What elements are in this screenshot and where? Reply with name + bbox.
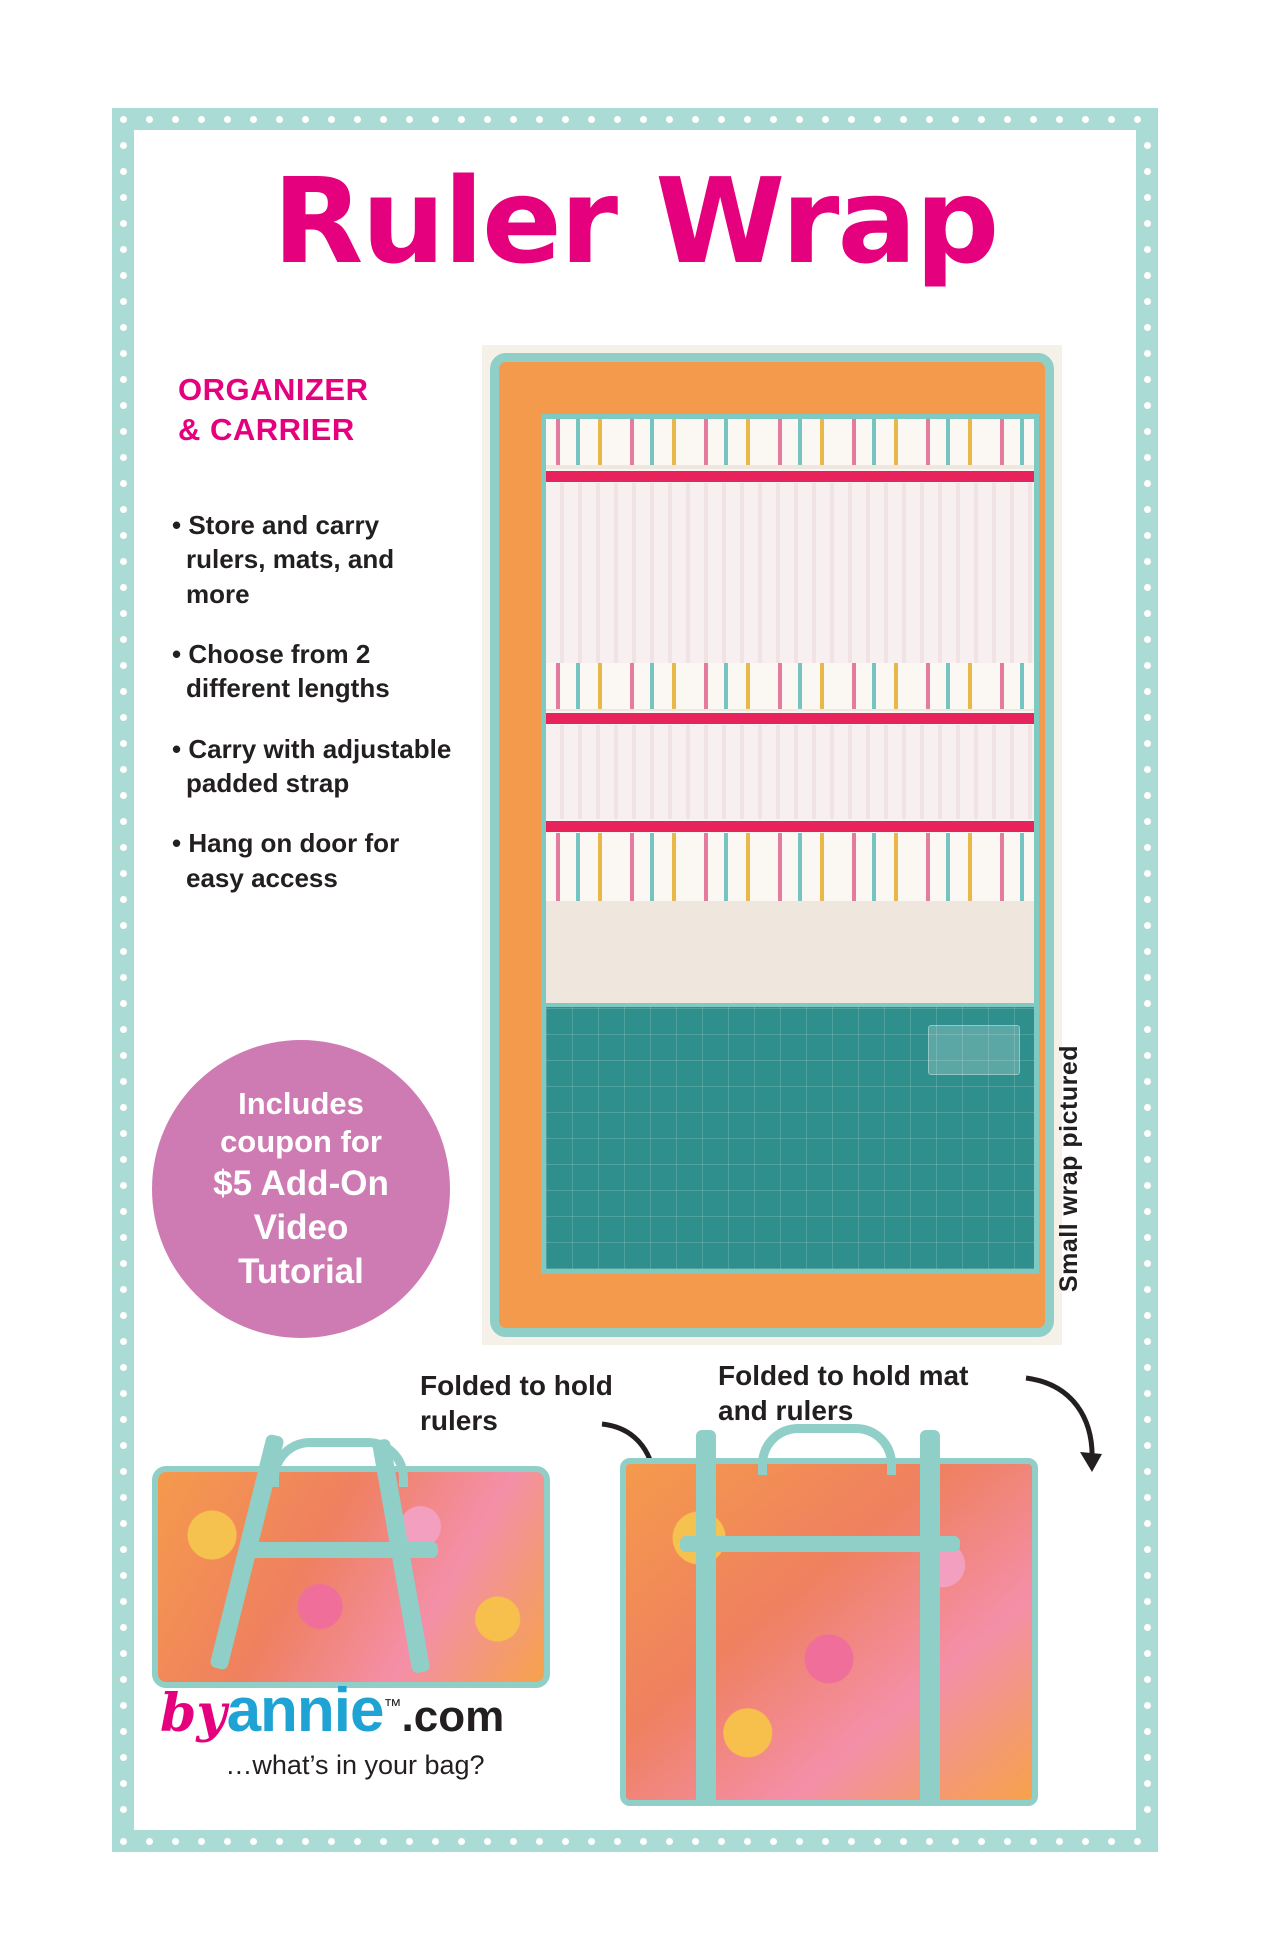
brand-logo[interactable] xyxy=(160,1676,550,1781)
callout-folded-mat-rulers: Folded to hold mat and rulers xyxy=(718,1360,969,1426)
strap-band xyxy=(680,1536,960,1552)
carry-handle xyxy=(270,1438,408,1487)
shoulder-strap xyxy=(920,1430,940,1806)
photo-side-caption: Small wrap pictured xyxy=(1055,1045,1083,1293)
zipper-2 xyxy=(546,711,1034,726)
mesh-pocket-2 xyxy=(546,725,1034,829)
subtitle xyxy=(178,370,448,451)
coupon-line-3: $5 Add-On xyxy=(213,1164,389,1204)
shoulder-strap xyxy=(696,1430,716,1806)
strap-band xyxy=(248,1542,438,1558)
page-title: Ruler Wrap xyxy=(272,152,998,290)
feature-list xyxy=(172,508,462,921)
carry-handle xyxy=(758,1424,896,1475)
wrap-outer-fabric xyxy=(490,353,1054,1337)
list-item: • Store and carry rulers, mats, and more xyxy=(172,510,395,609)
coupon-line-4: Video xyxy=(253,1207,349,1247)
list-item: • Choose from 2 different lengths xyxy=(172,638,390,704)
coupon-line-1: Includes xyxy=(238,1085,364,1121)
coupon-text xyxy=(195,1085,407,1294)
logo-annie: annie xyxy=(226,1676,384,1745)
subtitle-line-2: & CARRIER xyxy=(178,412,355,448)
zipper-3 xyxy=(546,819,1034,834)
product-photo-folded-rulers xyxy=(152,1432,552,1712)
zipper-1 xyxy=(546,469,1034,484)
wrap-inner-panel xyxy=(541,414,1039,1274)
coupon-badge xyxy=(152,1040,450,1338)
product-photo-folded-mat xyxy=(620,1408,1040,1808)
logo-text-line xyxy=(160,1676,550,1745)
list-item: • Carry with adjustable padded strap xyxy=(172,733,452,798)
spool-print-band xyxy=(546,833,1034,901)
spool-print-band xyxy=(546,663,1034,709)
trademark-icon: ™ xyxy=(383,1695,402,1716)
product-photo-open-wrap xyxy=(482,345,1062,1345)
coupon-line-2: coupon for xyxy=(220,1124,382,1160)
logo-com: .com xyxy=(401,1692,505,1741)
folded-wrap-mat xyxy=(620,1458,1038,1806)
callout-folded-rulers: Folded to hold rulers xyxy=(420,1370,613,1436)
subtitle-line-1: ORGANIZER xyxy=(178,372,369,407)
coupon-line-5: Tutorial xyxy=(238,1251,364,1291)
mat-logo-patch xyxy=(928,1025,1020,1075)
brand-tagline: …what’s in your bag? xyxy=(225,1750,485,1780)
cutting-mat xyxy=(546,1003,1034,1269)
mesh-pocket-1 xyxy=(546,483,1034,667)
logo-by: by xyxy=(160,1683,227,1744)
list-item: • Hang on door for easy access xyxy=(172,828,400,893)
spool-print-band xyxy=(546,419,1034,465)
